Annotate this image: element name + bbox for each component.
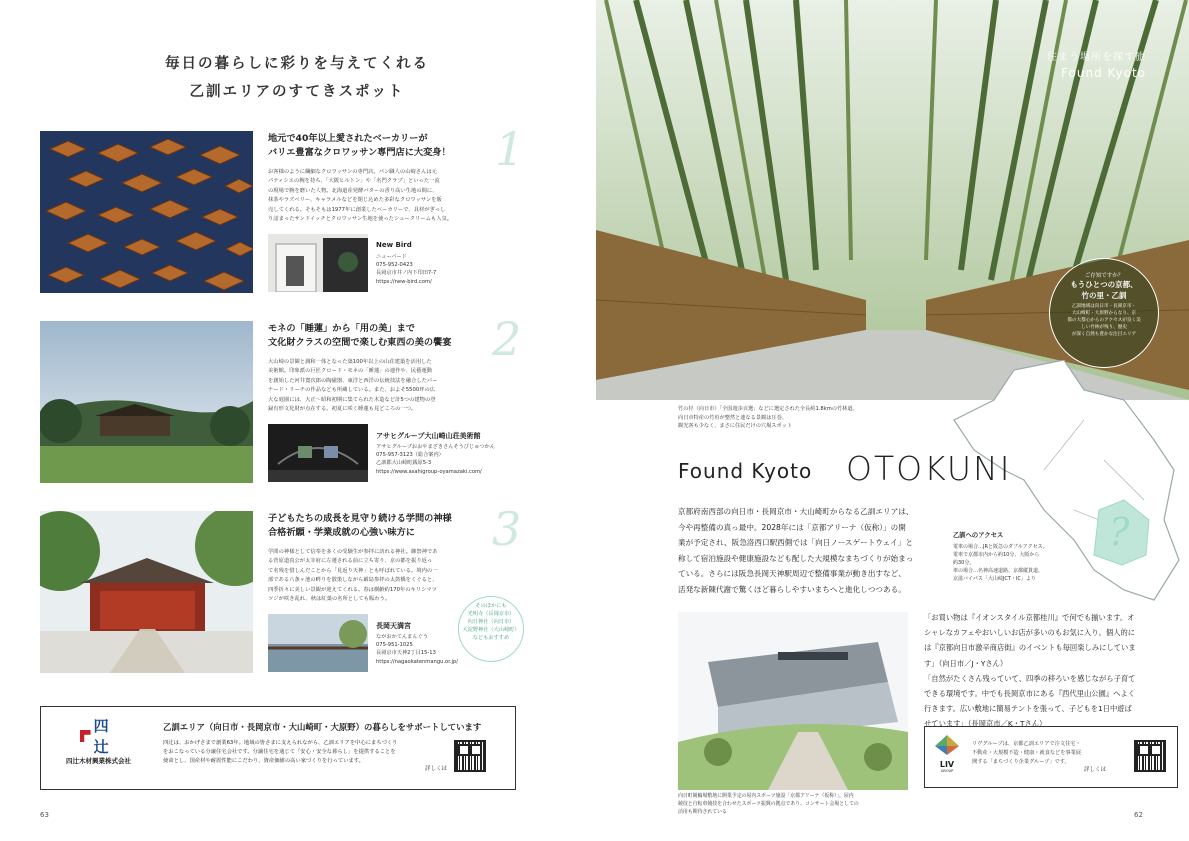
spot1-number: 1: [495, 122, 525, 176]
left-page: [0, 0, 594, 841]
spot2-title: モネの「睡蓮」から「用の美」まで 文化財クラスの空間で楽しむ東西の美の饗宴: [268, 323, 452, 348]
svg-text:?: ?: [1109, 510, 1130, 554]
yotsuji-logo: 四辻: [80, 725, 120, 747]
spot3-shop-name: 長岡天満宮: [376, 622, 411, 630]
series-title-jp: 住まう場所を探す旅: [1047, 52, 1146, 63]
sponsor-right-rule: [515, 706, 516, 790]
spot3-number: 3: [492, 502, 522, 556]
more-spots-bubble: そのほかにも 光明寺（長岡京市） 向日神社（向日市） 大淀野神社（大山崎町） などもおすすめ: [458, 596, 524, 662]
resident-quotes: 「お買い物は『イオンスタイル京都桂川』で何でも揃います。オ シャレなカフェやおいしいお店が多いのもお気に入り。個人的に は『京都向日市激辛商店街』のイベントも毎回楽しみにしていま す」（向日市／J・Yさん） 「自然がたくさん残っていて、四季の移ろいを感じながら子育て できる環境です。中でも長岡京市にある『西代里山公園』へよく 行きます。広い敷地に簡易テントを張って、子どもを1日中遊ば せています」（長岡京市／K・Tさん）: [924, 613, 1136, 729]
title-found-kyoto: Found Kyoto: [678, 459, 813, 483]
right-page: [594, 0, 1189, 841]
sponsor-more-label: 詳しくは: [425, 766, 448, 772]
bamboo-caption: 竹の径（向日市）「全国遊歩百選」などに選定された全長約1.8kmの竹林道。 向日市特産の竹垣が整然と連なる景観は圧巻。 観光客も少なく、まさに住民だけの穴場スポット: [678, 406, 858, 430]
intro-text: 京都府南西部の向日市・長岡京市・大山崎町からなる乙訓エリアは、 今や再整備の真っ最中。2028年には「京都アリーナ（仮称）」の開 業が予定され、阪急洛西口駅西側では「向日ノースゲートウェイ」と 称して宿泊施設や健康施設なども配した大規模なまちづくりが始まっ ている。さらには阪急長岡天神駅周辺で整備事業が動き出すなど、 活発な新陳代謝で驚くほど暮らしやすいまちへと進化しつつある。: [678, 507, 914, 594]
spot3-body: 学問の神様として信奉を多くの受験生が参拝に訪れる神社。御祭神であ る菅原道真公が太宰府に左遷される前に立ち寄り、京の都を振り返っ て名残を惜しんだことから「見返り天神」とも呼ばれている。境内の一 部である八条ヶ池の畔りを散策しながら厳島参拝の太鼓橋をくぐると、 四季折々に美しい景観が迎えてくれる。春は樹齢約170年のキリシマツ ツジが咲き乱れ、秋は紅葉の名所としても賑わう。: [268, 549, 438, 603]
spot3-url[interactable]: https://nagaokatenmangu.or.jp/: [376, 658, 459, 665]
spot2-url[interactable]: https://www.asahigroup-oyamazaki.com/: [376, 468, 482, 475]
series-title-en: Found Kyoto: [1061, 66, 1146, 80]
otokuni-info-bubble: ご存知ですか？ もうひとつの京都、 竹の里・乙訓 乙訓地域は向日市・長岡京市・ 大山崎町・大原野からなり、京 都の大都心からのアクセスが良く美 しい竹林が残り、歴史 が深く自然も豊かな注目エリア: [1049, 258, 1159, 368]
spot1-body: お客様のように繊細なクロワッサンの専門店。パン職人の山崎さんは元 パティシエの腕を持ち、「大阪ヒルトン」や「名門クラブ」といった一流 の現場で腕を磨いた人物。北海道産発酵バターの香り高い生地の間に、 抹茶やラズベリー、キャラメルなどを閉じ込めた多彩なクロワッサンを販 売してくれる。そもそもは1977年に創業したベーカリーで、具材がぎっし り詰まったサンドイッチとクロワッサン生地を使ったシュークリームも人気。: [268, 169, 453, 223]
spot1-shop-info: ニューバード 075-952-0423 長岡京市井ノ内下印田7-7 https://new-bird.com/: [376, 254, 437, 285]
spot1-title: 地元で40年以上愛されたベーカリーが バリエ豊富なクロワッサン専門店に大変身！: [268, 133, 451, 158]
page-number-left: 63: [40, 811, 49, 819]
access-title: 乙訓へのアクセス: [953, 532, 1004, 539]
spot2-body: 大山崎の景観と調和一体となった築100年以上の山荘建築を活用した 美術館。印象派の巨匠クロード・モネの「睡蓮」の連作や、民藝運動 を創始した河井寛次郎の陶磁器、東洋と西洋の伝統技法を融合したバー ナード・リーチの作品なども所蔵している。また、およそ5500坪の広 大な庭園には、大正〜昭和初期に集てられた木造など計5つの建物の登 録有形文化財が点在する。初夏に咲く睡蓮も見どころの一つ。: [268, 359, 438, 413]
new-bird-storefront-photo: [268, 234, 368, 292]
sponsor-body: 四辻は、おかげさまで創業63年。地域の皆さまに支えられながら、乙訓エリアを中心にまちづくり をおこなっている分譲住宅会社です。分譲住宅を通じて「安心・安全な暮らし」を提供することを 使命とし、国産材や耐震性能にこだわり、資産価値の高い家づくりを行っています。: [163, 740, 398, 764]
liv-group-logo: LIV GROUP: [934, 734, 960, 773]
sponsor-top-rule: [40, 706, 516, 707]
yotsuji-qr-code[interactable]: [454, 740, 486, 772]
headline-line1: 毎日の暮らしに彩りを与えてくれる: [165, 56, 429, 72]
title-otokuni: OTOKUNI: [846, 449, 1012, 488]
sponsor-left-rule: [40, 706, 41, 790]
liv-sponsor-body: リヴグループは、京都乙訓エリアで注文住宅・ 不動産・大規模不造・健康・就食などを事業展 開する「まちづくり企業グループ」です。: [972, 741, 1081, 765]
yotsuji-company: 四辻木材興業株式会社: [66, 757, 131, 765]
liv-logo-mark-icon: [934, 734, 960, 756]
access-info: 電車の場合…JRと阪急のダブルアクセス。 電車で京都市内から約10分、大阪から 約30分。 車の場合…名神高速道路、京都縦貫道、 京滋バイパス「大山崎JCT・IC」より: [953, 544, 1048, 582]
sponsor-bottom-rule: [40, 789, 516, 790]
sponsor-headline: 乙訓エリア（向日市・長岡京市・大山崎町・大原野）の暮らしをサポートしています: [163, 722, 482, 732]
liv-qr-code[interactable]: [1134, 740, 1166, 772]
liv-more-label: 詳しくは: [1084, 767, 1107, 773]
spot3-title: 子どもたちの成長を見守り続ける学問の神様 合格祈願・学業成就の心強い味方に: [268, 513, 452, 538]
arena-caption: 向日町競輪場敷地に開業予定の屋内スポーツ施設「京都アリーナ（仮称）」。屋内 競技と自転車競技を合わせたスポーツ振興の拠点であり、コンサート会場としての 活用も期待されている: [678, 793, 859, 815]
tenmangu-shrine-photo: [40, 511, 253, 673]
spot1-shop-name: New Bird: [376, 241, 412, 249]
kyoto-arena-rendering: [678, 612, 908, 790]
croissant-photo: [40, 131, 253, 293]
spot3-shop-info: ながおかてんまんぐう 075-951-1025 長岡京市天神2丁目15-13 https://nagaokatenmangu.or.jp/: [376, 634, 459, 665]
sanso-museum-photo: [40, 321, 253, 483]
spot2-shop-name: アサヒグループ大山崎山荘美術館: [376, 432, 481, 440]
headline-line2: 乙訓エリアのすてきスポット: [189, 84, 405, 100]
spot2-number: 2: [492, 312, 522, 366]
spot2-shop-info: アサヒグループおおやまざきさんそうびじゅつかん 075-957-3123（総合案内） 乙訓郡大山崎町銭原5-3 https://www.asahigroup-oyamazaki.com/: [376, 444, 495, 475]
museum-gallery-photo: [268, 424, 368, 482]
shrine-pond-photo: [268, 614, 368, 672]
page-number-right: 62: [1134, 811, 1143, 819]
spot1-url[interactable]: https://new-bird.com/: [376, 278, 432, 285]
yotsuji-logo-mark-icon: [80, 730, 91, 742]
